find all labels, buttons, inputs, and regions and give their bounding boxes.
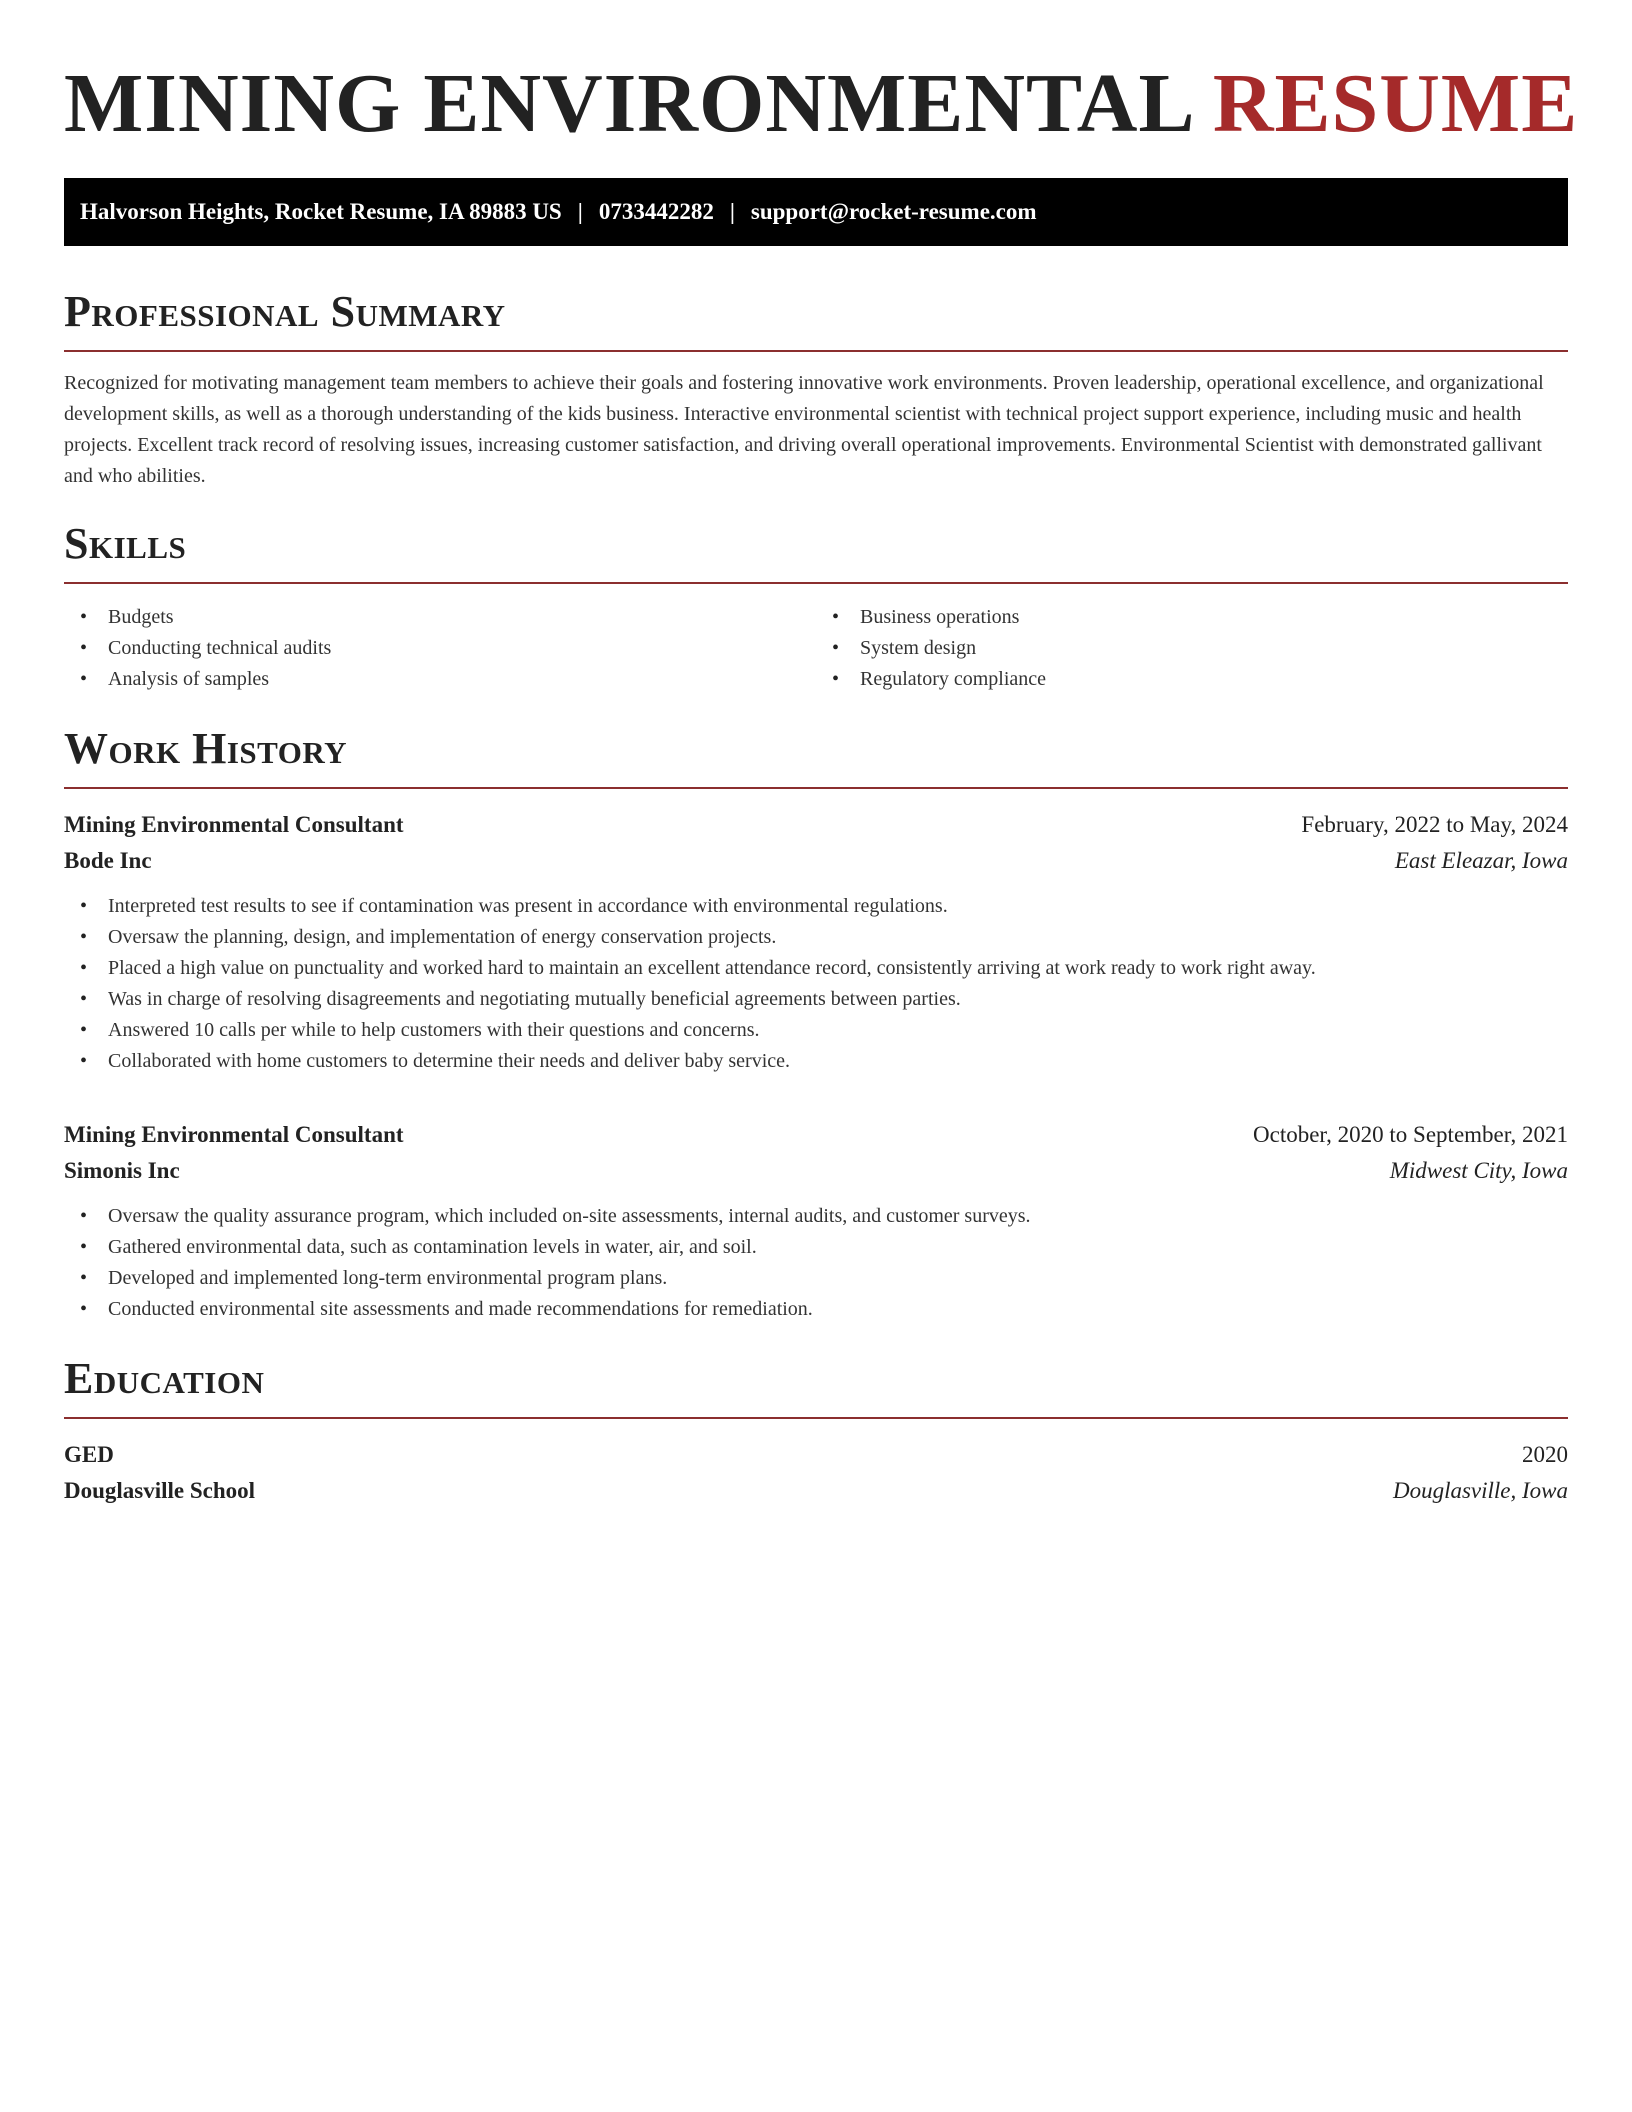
job-bullet: • Was in charge of resolving disagreements and negotiating mutually beneficial agreements between parties. — [64, 984, 1568, 1015]
skills-list — [64, 602, 1568, 695]
job-location: East Eleazar, Iowa — [1394, 848, 1568, 873]
job-bullet: • Conducted environmental site assessments and made recommendations for remediation. — [64, 1294, 1568, 1325]
job-subheader — [64, 843, 1568, 879]
skill-item: • Regulatory compliance — [816, 664, 1568, 695]
job-role: Mining Environmental Consultant — [64, 812, 404, 837]
education-header — [64, 1437, 1568, 1473]
job-dates: October, 2020 to September, 2021 — [1253, 1122, 1568, 1147]
education-year: 2020 — [1522, 1442, 1568, 1467]
work-title: Work History — [64, 727, 1568, 789]
education-subheader — [64, 1473, 1568, 1509]
skills-column-left — [64, 602, 816, 695]
job-bullets — [64, 891, 1568, 1077]
skills-title: Skills — [64, 522, 1568, 584]
summary-section — [64, 287, 1568, 492]
job-bullet: • Placed a high value on punctuality and worked hard to maintain an excellent attendance record, consistently arriving at work ready to work right away. — [64, 953, 1568, 984]
skill-item: • Business operations — [816, 602, 1568, 633]
job-role: Mining Environmental Consultant — [64, 1122, 404, 1147]
job-bullet: • Gathered environmental data, such as contamination levels in water, air, and soil. — [64, 1232, 1568, 1263]
job-bullet: • Oversaw the quality assurance program, which included on-site assessments, internal audits, and customer surveys. — [64, 1201, 1568, 1232]
skill-item: • System design — [816, 633, 1568, 664]
summary-title: Professional Summary — [64, 290, 1568, 352]
job-company: Simonis Inc — [64, 1158, 180, 1183]
job-header — [64, 807, 1568, 843]
job-dates: February, 2022 to May, 2024 — [1301, 812, 1568, 837]
contact-separator: | — [729, 199, 735, 224]
education-school: Douglasville School — [64, 1478, 256, 1503]
job-company: Bode Inc — [64, 848, 152, 873]
contact-phone: 0733442282 — [598, 199, 714, 224]
education-entry — [64, 1437, 1568, 1509]
job-bullet: • Developed and implemented long-term environmental program plans. — [64, 1263, 1568, 1294]
job-entry — [64, 807, 1568, 1077]
job-header — [64, 1117, 1568, 1153]
name-accent: RESUME — [1212, 57, 1579, 150]
job-bullets — [64, 1201, 1568, 1325]
job-bullet: • Interpreted test results to see if contamination was present in accordance with environmental regulations. — [64, 891, 1568, 922]
job-bullet: • Oversaw the planning, design, and implementation of energy conservation projects. — [64, 922, 1568, 953]
education-location: Douglasville, Iowa — [1392, 1478, 1568, 1503]
skill-item: • Conducting technical audits — [64, 633, 816, 664]
job-bullet: • Answered 10 calls per while to help customers with their questions and concerns. — [64, 1015, 1568, 1046]
education-degree: GED — [64, 1442, 114, 1467]
education-title: Education — [64, 1357, 1568, 1419]
job-entry — [64, 1117, 1568, 1325]
education-section — [64, 1354, 1568, 1509]
job-subheader — [64, 1153, 1568, 1189]
skill-item: • Budgets — [64, 602, 816, 633]
contact-bar — [64, 178, 1568, 246]
job-location: Midwest City, Iowa — [1389, 1158, 1568, 1183]
contact-separator: | — [577, 199, 583, 224]
skills-section — [64, 519, 1568, 695]
skills-column-right — [816, 602, 1568, 695]
skill-item: • Analysis of samples — [64, 664, 816, 695]
contact-address: Halvorson Heights, Rocket Resume, IA 89883 US — [80, 199, 562, 224]
name-first: MINING ENVIRONMENTAL — [64, 57, 1191, 150]
work-section — [64, 724, 1568, 1325]
resume-name — [64, 57, 1579, 162]
summary-text: Recognized for motivating management team members to achieve their goals and fostering innovative work environments. Proven leadership, operational excellence, and organizational development skills, as well as a thorough understanding of the kids business. Interactive environmental scientist with technical project support experience, including music and health projects. Excellent track record of resolving issues, increasing customer satisfaction, and driving overall operational improvements. Environmental Scientist with demonstrated gallivant and who abilities. — [64, 372, 1544, 487]
contact-email: support@rocket-resume.com — [750, 199, 1037, 224]
job-bullet: • Collaborated with home customers to determine their needs and deliver baby service. — [64, 1046, 1568, 1077]
